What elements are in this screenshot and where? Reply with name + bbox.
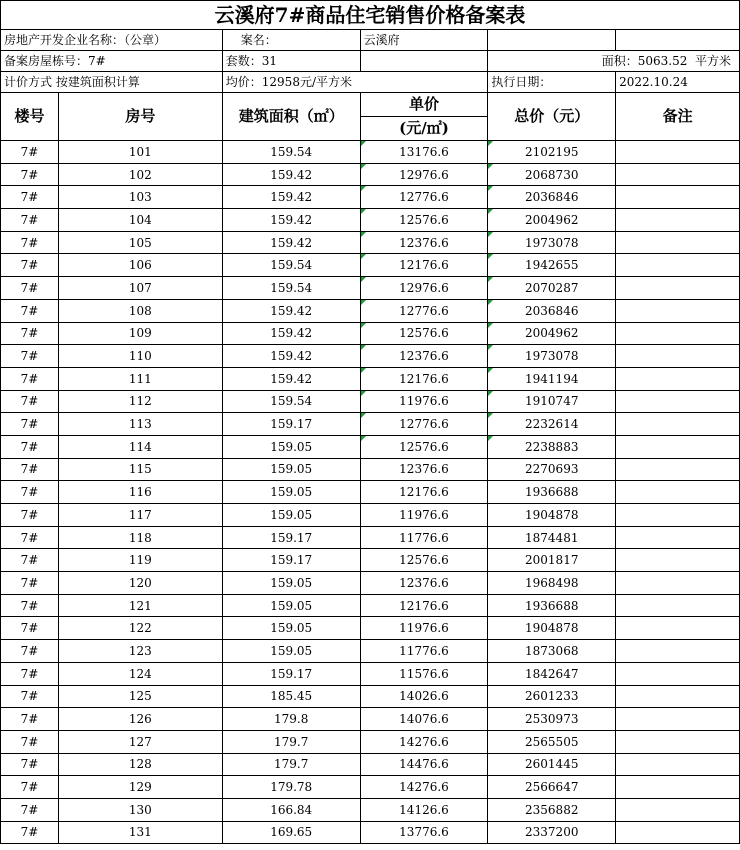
cell-building: 7# <box>1 821 59 844</box>
cell-room: 103 <box>58 186 222 209</box>
table-row <box>1 209 740 232</box>
cell-building: 7# <box>1 367 59 390</box>
cell-room: 102 <box>58 163 222 186</box>
cell-unit-price: 12176.6 <box>360 367 488 390</box>
cell-area: 159.54 <box>222 254 360 277</box>
table-row <box>1 617 740 640</box>
cell-unit-price: 12376.6 <box>360 458 488 481</box>
cell-remark <box>616 254 740 277</box>
table-row <box>1 821 740 844</box>
cell-unit-price: 12776.6 <box>360 186 488 209</box>
cell-total: 2270693 <box>488 458 616 481</box>
cell-unit-price: 11776.6 <box>360 526 488 549</box>
area-value: 5063.52 <box>637 54 688 68</box>
cell-remark <box>616 572 740 595</box>
case-label: 案名： <box>222 30 360 51</box>
avg-label: 均价： <box>225 75 262 89</box>
cell-room: 131 <box>58 821 222 844</box>
cell-building: 7# <box>1 435 59 458</box>
cell-remark <box>616 549 740 572</box>
cell-area: 159.05 <box>222 435 360 458</box>
table-row <box>1 141 740 164</box>
avg-cell <box>222 72 488 93</box>
cell-remark <box>616 640 740 663</box>
table-row <box>1 685 740 708</box>
cell-remark <box>616 662 740 685</box>
cell-total: 2232614 <box>488 413 616 436</box>
cell-remark <box>616 798 740 821</box>
info-blank-1 <box>488 30 616 51</box>
cell-remark <box>616 481 740 504</box>
table-row <box>1 640 740 663</box>
cell-remark <box>616 322 740 345</box>
cell-remark <box>616 299 740 322</box>
cell-unit-price: 12376.6 <box>360 572 488 595</box>
cell-area: 159.42 <box>222 231 360 254</box>
cell-unit-price: 12176.6 <box>360 254 488 277</box>
info-blank-3 <box>360 51 488 72</box>
cell-room: 111 <box>58 367 222 390</box>
table-row <box>1 572 740 595</box>
table-row <box>1 594 740 617</box>
cell-building: 7# <box>1 413 59 436</box>
cell-area: 179.8 <box>222 708 360 731</box>
cell-total: 2070287 <box>488 277 616 300</box>
cell-remark <box>616 594 740 617</box>
cell-building: 7# <box>1 798 59 821</box>
cell-total: 1968498 <box>488 572 616 595</box>
cell-unit-price: 11976.6 <box>360 617 488 640</box>
table-row <box>1 345 740 368</box>
table-row <box>1 504 740 527</box>
cell-building: 7# <box>1 617 59 640</box>
table-row <box>1 549 740 572</box>
cell-unit-price: 14126.6 <box>360 798 488 821</box>
cell-remark <box>616 186 740 209</box>
cell-unit-price: 14076.6 <box>360 708 488 731</box>
cell-room: 125 <box>58 685 222 708</box>
cell-unit-price: 12376.6 <box>360 231 488 254</box>
cell-total: 2530973 <box>488 708 616 731</box>
cell-unit-price: 12176.6 <box>360 481 488 504</box>
cell-total: 2565505 <box>488 730 616 753</box>
cell-room: 113 <box>58 413 222 436</box>
table-row <box>1 753 740 776</box>
cell-area: 159.42 <box>222 367 360 390</box>
cell-area: 166.84 <box>222 798 360 821</box>
cell-area: 159.05 <box>222 572 360 595</box>
cell-area: 159.17 <box>222 662 360 685</box>
cell-total: 1910747 <box>488 390 616 413</box>
cell-room: 114 <box>58 435 222 458</box>
cell-building: 7# <box>1 209 59 232</box>
cell-room: 120 <box>58 572 222 595</box>
cell-room: 115 <box>58 458 222 481</box>
cell-remark <box>616 685 740 708</box>
cell-unit-price: 12576.6 <box>360 435 488 458</box>
cell-room: 101 <box>58 141 222 164</box>
cell-room: 121 <box>58 594 222 617</box>
header-area: 建筑面积（㎡） <box>222 93 360 141</box>
cell-building: 7# <box>1 254 59 277</box>
table-row <box>1 798 740 821</box>
header-total: 总价（元） <box>488 93 616 141</box>
cell-total: 2601233 <box>488 685 616 708</box>
cell-building: 7# <box>1 481 59 504</box>
cell-total: 1942655 <box>488 254 616 277</box>
cell-area: 159.42 <box>222 322 360 345</box>
date-label: 执行日期： <box>488 72 616 93</box>
cell-unit-price: 14276.6 <box>360 730 488 753</box>
cell-unit-price: 13176.6 <box>360 141 488 164</box>
cell-building: 7# <box>1 708 59 731</box>
cell-unit-price: 11776.6 <box>360 640 488 663</box>
cell-room: 128 <box>58 753 222 776</box>
cell-area: 159.05 <box>222 594 360 617</box>
cell-room: 122 <box>58 617 222 640</box>
cell-remark <box>616 345 740 368</box>
cell-room: 104 <box>58 209 222 232</box>
cell-room: 105 <box>58 231 222 254</box>
cell-area: 159.42 <box>222 345 360 368</box>
cell-remark <box>616 821 740 844</box>
cell-area: 159.54 <box>222 390 360 413</box>
cell-area: 159.05 <box>222 640 360 663</box>
cell-building: 7# <box>1 730 59 753</box>
cell-building: 7# <box>1 322 59 345</box>
cell-total: 1973078 <box>488 345 616 368</box>
cell-building: 7# <box>1 572 59 595</box>
cell-total: 2036846 <box>488 186 616 209</box>
cell-room: 106 <box>58 254 222 277</box>
header-unit-price: 单价 <box>360 93 488 117</box>
cell-remark <box>616 413 740 436</box>
table-row <box>1 277 740 300</box>
cell-building: 7# <box>1 504 59 527</box>
cell-total: 1973078 <box>488 231 616 254</box>
cell-total: 2337200 <box>488 821 616 844</box>
cell-building: 7# <box>1 753 59 776</box>
cell-unit-price: 14476.6 <box>360 753 488 776</box>
cell-unit-price: 12376.6 <box>360 345 488 368</box>
cell-total: 2601445 <box>488 753 616 776</box>
cell-total: 2566647 <box>488 776 616 799</box>
cell-area: 159.17 <box>222 526 360 549</box>
table-row <box>1 299 740 322</box>
cell-room: 117 <box>58 504 222 527</box>
cell-unit-price: 12576.6 <box>360 549 488 572</box>
table-row <box>1 662 740 685</box>
pricing-value: 按建筑面积计算 <box>55 75 140 89</box>
cell-unit-price: 12776.6 <box>360 413 488 436</box>
cell-area: 179.7 <box>222 753 360 776</box>
avg-value: 12958元/平方米 <box>261 75 352 89</box>
cell-room: 118 <box>58 526 222 549</box>
units-label: 套数：31 <box>222 51 360 72</box>
cell-area: 159.05 <box>222 617 360 640</box>
cell-total: 1904878 <box>488 504 616 527</box>
cell-remark <box>616 730 740 753</box>
cell-remark <box>616 209 740 232</box>
table-row <box>1 254 740 277</box>
cell-building: 7# <box>1 390 59 413</box>
table-row <box>1 526 740 549</box>
cell-building: 7# <box>1 277 59 300</box>
cell-total: 2004962 <box>488 322 616 345</box>
case-value: 云溪府 <box>360 30 488 51</box>
cell-remark <box>616 141 740 164</box>
cell-building: 7# <box>1 163 59 186</box>
cell-building: 7# <box>1 231 59 254</box>
cell-unit-price: 12176.6 <box>360 594 488 617</box>
cell-area: 159.54 <box>222 277 360 300</box>
cell-area: 169.65 <box>222 821 360 844</box>
cell-building: 7# <box>1 141 59 164</box>
date-value: 2022.10.24 <box>616 72 740 93</box>
table-row <box>1 163 740 186</box>
table-row <box>1 367 740 390</box>
cell-remark <box>616 753 740 776</box>
cell-unit-price: 12976.6 <box>360 277 488 300</box>
cell-remark <box>616 277 740 300</box>
cell-room: 109 <box>58 322 222 345</box>
cell-remark <box>616 231 740 254</box>
cell-remark <box>616 163 740 186</box>
cell-room: 129 <box>58 776 222 799</box>
cell-remark <box>616 776 740 799</box>
cell-total: 2102195 <box>488 141 616 164</box>
cell-area: 159.05 <box>222 458 360 481</box>
developer-label: 房地产开发企业名称：（公章） <box>1 30 223 51</box>
cell-area: 159.42 <box>222 299 360 322</box>
cell-building: 7# <box>1 594 59 617</box>
cell-unit-price: 12976.6 <box>360 163 488 186</box>
cell-remark <box>616 435 740 458</box>
cell-area: 179.7 <box>222 730 360 753</box>
cell-total: 1873068 <box>488 640 616 663</box>
cell-building: 7# <box>1 186 59 209</box>
cell-area: 159.42 <box>222 209 360 232</box>
cell-unit-price: 13776.6 <box>360 821 488 844</box>
pricing-cell <box>1 72 223 93</box>
cell-building: 7# <box>1 685 59 708</box>
cell-room: 112 <box>58 390 222 413</box>
cell-remark <box>616 617 740 640</box>
cell-building: 7# <box>1 299 59 322</box>
cell-room: 123 <box>58 640 222 663</box>
header-unit-price-unit: (元/㎡) <box>360 117 488 141</box>
cell-area: 159.05 <box>222 481 360 504</box>
building-label: 备案房屋栋号：7# <box>1 51 223 72</box>
cell-unit-price: 12576.6 <box>360 209 488 232</box>
cell-remark <box>616 458 740 481</box>
table-row <box>1 186 740 209</box>
cell-building: 7# <box>1 526 59 549</box>
cell-total: 2238883 <box>488 435 616 458</box>
cell-area: 159.42 <box>222 186 360 209</box>
sheet-title: 云溪府7#商品住宅销售价格备案表 <box>1 1 740 30</box>
cell-building: 7# <box>1 549 59 572</box>
table-row <box>1 435 740 458</box>
area-unit: 平方米 <box>694 54 731 68</box>
cell-room: 124 <box>58 662 222 685</box>
cell-remark <box>616 708 740 731</box>
cell-area: 179.78 <box>222 776 360 799</box>
cell-room: 116 <box>58 481 222 504</box>
cell-remark <box>616 504 740 527</box>
cell-total: 2068730 <box>488 163 616 186</box>
cell-area: 159.54 <box>222 141 360 164</box>
cell-room: 110 <box>58 345 222 368</box>
cell-total: 1874481 <box>488 526 616 549</box>
cell-total: 1936688 <box>488 594 616 617</box>
header-room: 房号 <box>58 93 222 141</box>
cell-building: 7# <box>1 776 59 799</box>
cell-area: 159.42 <box>222 163 360 186</box>
table-row <box>1 776 740 799</box>
cell-total: 1941194 <box>488 367 616 390</box>
cell-unit-price: 11976.6 <box>360 504 488 527</box>
table-row <box>1 481 740 504</box>
cell-total: 2356882 <box>488 798 616 821</box>
cell-remark <box>616 526 740 549</box>
cell-unit-price: 11576.6 <box>360 662 488 685</box>
cell-total: 2004962 <box>488 209 616 232</box>
cell-remark <box>616 390 740 413</box>
cell-unit-price: 12576.6 <box>360 322 488 345</box>
table-row <box>1 708 740 731</box>
cell-room: 126 <box>58 708 222 731</box>
cell-area: 185.45 <box>222 685 360 708</box>
cell-total: 1936688 <box>488 481 616 504</box>
area-label: 面积： <box>601 54 638 68</box>
cell-room: 119 <box>58 549 222 572</box>
cell-building: 7# <box>1 640 59 663</box>
cell-unit-price: 11976.6 <box>360 390 488 413</box>
cell-total: 2001817 <box>488 549 616 572</box>
cell-area: 159.05 <box>222 504 360 527</box>
table-row <box>1 231 740 254</box>
header-building: 楼号 <box>1 93 59 141</box>
cell-total: 1842647 <box>488 662 616 685</box>
header-remark: 备注 <box>616 93 740 141</box>
area-cell <box>488 51 740 72</box>
info-blank-2 <box>616 30 740 51</box>
cell-room: 130 <box>58 798 222 821</box>
table-row <box>1 730 740 753</box>
cell-remark <box>616 367 740 390</box>
table-row <box>1 413 740 436</box>
table-row <box>1 322 740 345</box>
cell-building: 7# <box>1 458 59 481</box>
cell-area: 159.17 <box>222 549 360 572</box>
cell-total: 2036846 <box>488 299 616 322</box>
cell-unit-price: 14026.6 <box>360 685 488 708</box>
table-row <box>1 390 740 413</box>
cell-total: 1904878 <box>488 617 616 640</box>
pricing-label: 计价方式 <box>4 75 53 89</box>
cell-building: 7# <box>1 345 59 368</box>
cell-unit-price: 12776.6 <box>360 299 488 322</box>
cell-room: 108 <box>58 299 222 322</box>
cell-room: 127 <box>58 730 222 753</box>
cell-unit-price: 14276.6 <box>360 776 488 799</box>
table-row <box>1 458 740 481</box>
cell-building: 7# <box>1 662 59 685</box>
cell-area: 159.17 <box>222 413 360 436</box>
cell-room: 107 <box>58 277 222 300</box>
